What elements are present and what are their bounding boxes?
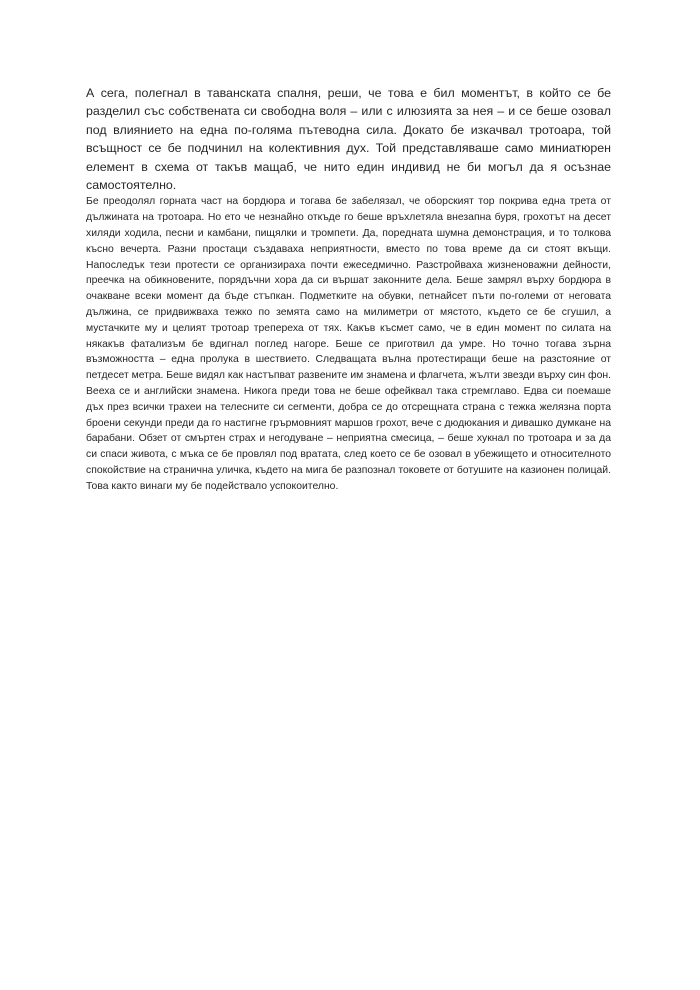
- paragraph-1: А сега, полегнал в таванската спалня, реши, че това е бил моментът, в който се бе разделил със собствената си свободна воля – или с илюзията за нея – и се беше озовал под влиянието на една по-голяма пътеводна сила. Докато бе изкачвал тротоара, той всъщност се бе подчинил на колективния дух. Той представляваше само миниатюрен елемент в схема от такъв мащаб, че нито един индивид не би могъл да я осъзнае самостоятелно.: [86, 86, 611, 193]
- body-text: [86, 84, 611, 495]
- paragraph-2: Бе преодолял горната част на бордюра и тогава бе забелязал, че оборският тор покрива една трета от дължината на тротоара. Но ето че незнайно откъде го беше връхлетяла внезапна буря, грохотът на десет хиляди ходила, песни и камбани, пищялки и тромпети. Да, поредната шумна демонстрация, и то толкова късно вечерта. Разни простаци създаваха неприятности, вместо по това време да си стоят вкъщи. Напоследък тези протести се организираха почти ежеседмично. Разстройваха жизненоважни дейности, преечка на обикновените, порядъчни хора да си вършат законните дела. Беше замрял върху бордюра в очакване всеки момент да бъде стъпкан. Подметките на обувки, петнайсет пъти по-големи от неговата дължина, се придвижваха тежко по земята само на милиметри от мястото, където се бе сгушил, а мустачките му и целият тротоар трепереха от тях. Какъв късмет само, че в един момент по силата на някакъв фатализъм бе вдигнал поглед нагоре. Беше се приготвил да умре. Но точно тогава зърна възможността – една пролука в шествието. Следващата вълна протестиращи беше на разстояние от петдесет метра. Беше видял как настъпват развените им знамена и флагчета, жълти звезди върху син фон. Вееха се и английски знамена. Никога преди това не беше офейквал така стремглаво. Едва си поемаше дъх през всички трахеи на телесните си сегменти, добра се до отсрещната страна с тежка желязна порта броени секунди преди да го настигне грърмовният маршов грохот, вече с дюдюкания и дивашко думкане на барабани. Обзет от смъртен страх и негодуване – неприятна смесица, – беше хукнал по тротоара и за да си спаси живота, с мъка се бе провлял под вратата, след което се бе озовал в убежището и относителното спокойствие на странична уличка, където на мига бе разпознал токовете от ботушите на казионен полицай. Това както винаги му бе подействало успокоително.: [86, 196, 611, 492]
